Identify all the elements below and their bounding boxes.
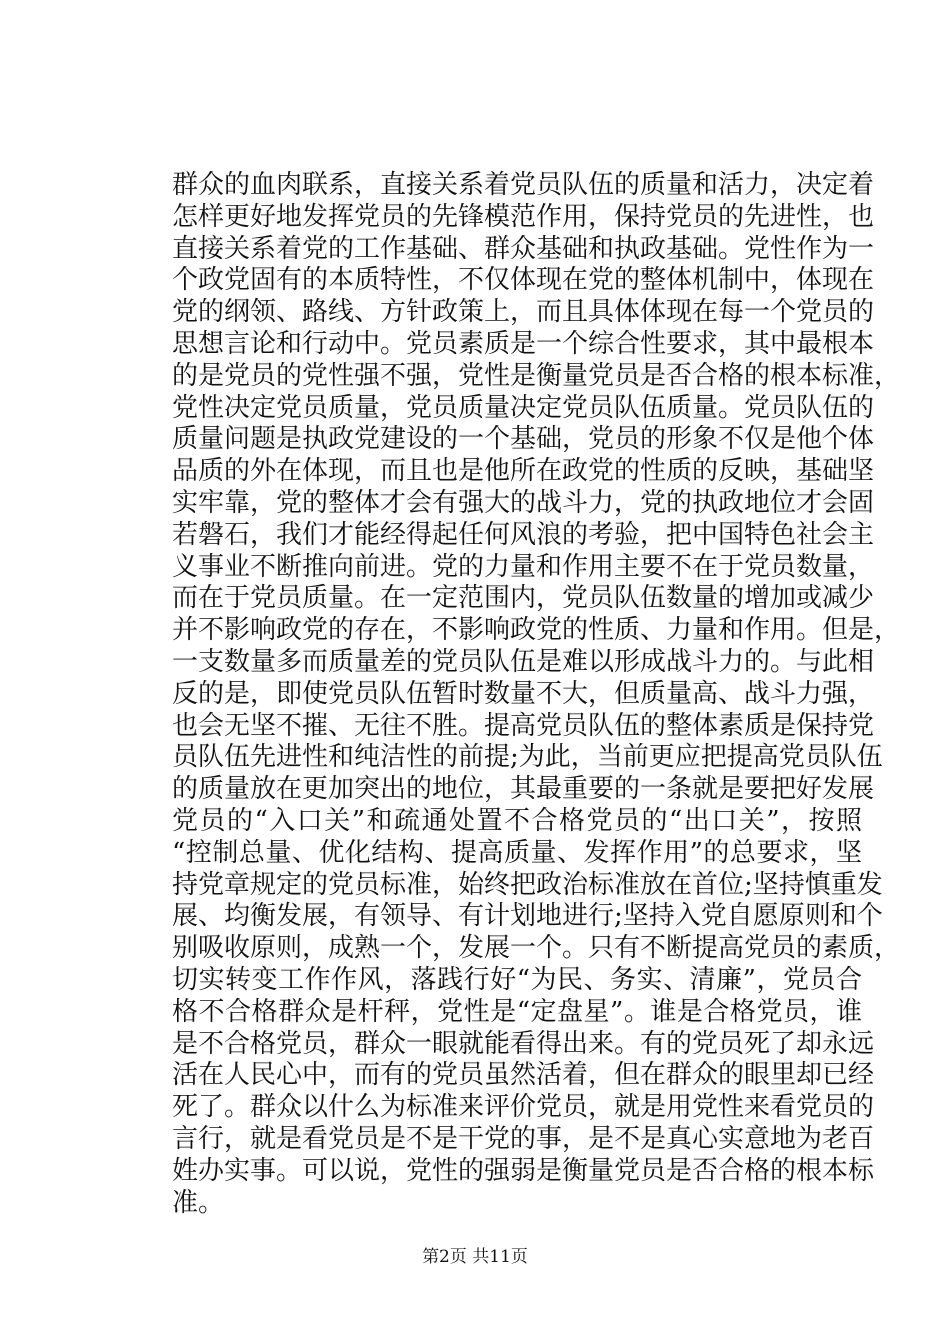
text-line: 党员的“入口关”和疏通处置不合格党员的“出口关”，按照 (172, 805, 862, 836)
text-line: 怎样更好地发挥党员的先锋模范作用，保持党员的先进性，也 (172, 201, 875, 232)
text-line: 死了。群众以什么为标准来评价党员，就是用党性来看党员的 (172, 1092, 875, 1123)
text-line: 持党章规定的党员标准，始终把政治标准放在首位;坚持慎重发 (172, 869, 883, 900)
text-line: 的质量放在更加突出的地位，其最重要的一条就是要把好发展 (172, 774, 875, 805)
text-line: 展、均衡发展，有领导、有计划地进行;坚持入党自愿原则和个 (172, 901, 883, 932)
text-line: 直接关系着党的工作基础、群众基础和执政基础。党性作为一 (172, 233, 875, 264)
text-line: 实牢靠，党的整体才会有强大的战斗力，党的执政地位才会固 (172, 487, 875, 518)
text-line: 也会无坚不摧、无往不胜。提高党员队伍的整体素质是保持党 (172, 710, 875, 741)
text-line: 若磐石，我们才能经得起任何风浪的考验，把中国特色社会主 (172, 519, 875, 550)
text-line: 反的是，即使党员队伍暂时数量不大，但质量高、战斗力强， (172, 678, 875, 709)
text-line: 准。 (172, 1187, 225, 1218)
page-number-footer: 第2页 共11页 (422, 1247, 528, 1267)
text-line: 是不合格党员，群众一眼就能看得出来。有的党员死了却永远 (172, 1028, 875, 1059)
text-line: 党性决定党员质量，党员质量决定党员队伍质量。党员队伍的 (172, 392, 875, 423)
body-paragraph (172, 170, 901, 1219)
text-line: 格不合格群众是杆秤，党性是“定盘星”。谁是合格党员，谁 (172, 996, 862, 1027)
text-line: 而在于党员质量。在一定范围内，党员队伍数量的增加或减少 (172, 583, 875, 614)
text-line: 言行，就是看党员是不是干党的事，是不是真心实意地为老百 (172, 1123, 875, 1154)
text-line: “控制总量、优化结构、提高质量、发挥作用”的总要求，坚 (172, 837, 862, 868)
text-line: 品质的外在体现，而且也是他所在政党的性质的反映，基础坚 (172, 456, 875, 487)
text-line: 别吸收原则，成熟一个，发展一个。只有不断提高党员的素质， (172, 933, 901, 964)
text-line: 一支数量多而质量差的党员队伍是难以形成战斗力的。与此相 (172, 646, 875, 677)
text-line: 义事业不断推向前进。党的力量和作用主要不在于党员数量， (172, 551, 875, 582)
text-line: 群众的血肉联系，直接关系着党员队伍的质量和活力，决定着 (172, 170, 875, 200)
text-line: 的是党员的党性强不强，党性是衡量党员是否合格的根本标准， (172, 360, 901, 391)
text-line: 姓办实事。可以说，党性的强弱是衡量党员是否合格的根本标 (172, 1155, 875, 1186)
text-line: 质量问题是执政党建设的一个基础，党员的形象不仅是他个体 (172, 424, 875, 455)
text-line: 个政党固有的本质特性，不仅体现在党的整体机制中，体现在 (172, 265, 875, 296)
text-line: 思想言论和行动中。党员素质是一个综合性要求，其中最根本 (172, 328, 875, 359)
text-line: 员队伍先进性和纯洁性的前提;为此，当前更应把提高党员队伍 (172, 742, 883, 773)
text-line: 活在人民心中，而有的党员虽然活着，但在群众的眼里却已经 (172, 1060, 875, 1091)
text-line: 并不影响政党的存在，不影响政党的性质、力量和作用。但是， (172, 615, 901, 646)
text-line: 切实转变工作作风，落践行好“为民、务实、清廉”，党员合 (172, 964, 862, 995)
text-line: 党的纲领、路线、方针政策上，而且具体体现在每一个党员的 (172, 297, 875, 328)
